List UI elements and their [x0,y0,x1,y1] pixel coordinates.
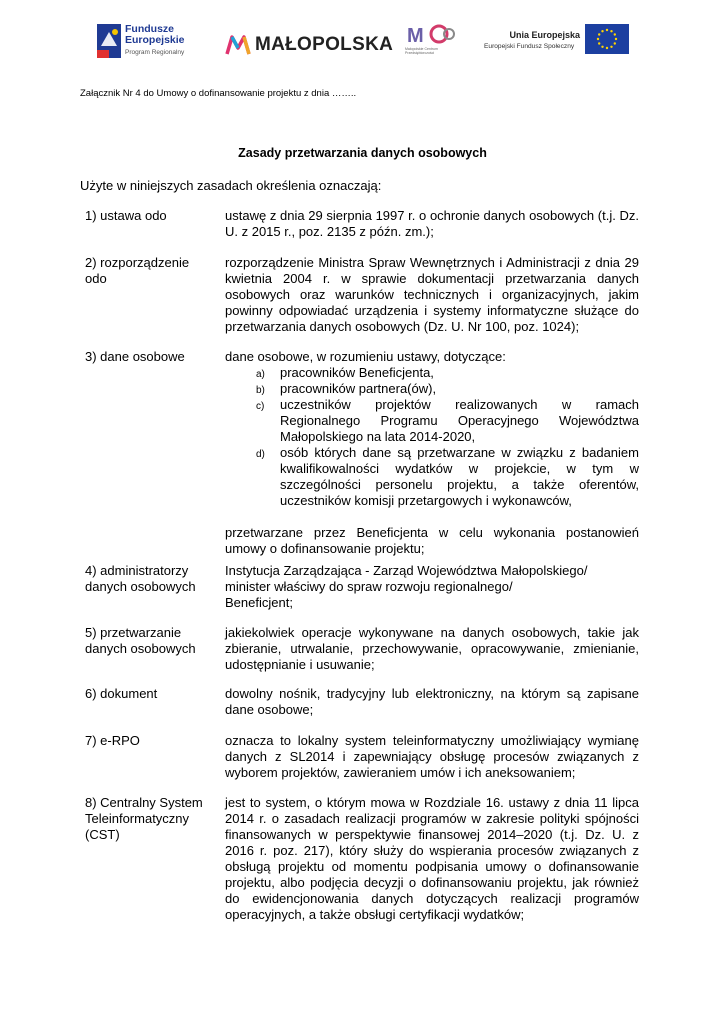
header-logos [0,18,725,68]
definition-text: Instytucja Zarządzająca - Zarząd Województwa Małopolskiego/ minister właściwy do spraw rozwoju regionalnego/ Beneficjent; [225,563,588,610]
definition-text: ustawę z dnia 29 sierpnia 1997 r. o ochronie danych osobowych (t.j. Dz. U. z 2015 r., poz. 2135 z późn. zm.); [225,208,639,239]
definition-term: 2) rozporządzenie odo [85,255,190,286]
intro-text: Użyte w niniejszych zasadach określenia oznaczają: [80,178,382,193]
definition-term: 4) administratorzy danych osobowych [85,563,196,594]
svg-text:M: M [407,25,424,46]
definition-text: rozporządzenie Ministra Spraw Wewnętrznych i Administracji z dnia 29 kwietnia 2004 r. w sprawie dokumentacji przetwarzania danych osobowych oraz warunków technicznych i organizacyjnych, jakim powinny odpowiadać urządzenia i systemy informatyczne służące do przetwarzania danych osobowych (Dz. U. Nr 100, poz. 1024); [225,255,639,334]
mcp-logo-subtext: Małopolskie Centrum Przedsiębiorczości [405,47,438,55]
document-title: Zasady przetwarzania danych osobowych [238,146,487,160]
fe-logo-subtext: Program Regionalny [125,49,185,56]
ue-logo-title: Unia Europejska [509,30,580,40]
fe-logo-text: Fundusze Europejskie [125,23,185,46]
mcp-logo [405,22,460,72]
malopolska-m-icon [225,34,251,56]
definition-text: dowolny nośnik, tradycyjny lub elektroniczny, na którym są zapisane dane osobowe; [225,686,639,717]
definition-term: 8) Centralny System Teleinformatyczny (CST) [85,795,203,842]
definition-term: 5) przetwarzanie danych osobowych [85,625,196,656]
definition-term: 1) ustawa odo [85,208,167,223]
list-item: a) pracowników Beneficjenta, [256,365,434,380]
annex-reference: Załącznik Nr 4 do Umowy o dofinansowanie projektu z dnia …….. [80,88,357,99]
list-item: b) pracowników partnera(ów), [256,381,437,396]
definition-term: 6) dokument [85,686,158,701]
definition-text: jakiekolwiek operacje wykonywane na danych osobowych, takie jak zbieranie, utrwalanie, przechowywanie, opracowywanie, zmienianie, udostępnianie i usuwanie; [225,625,639,672]
definition-term: 7) e-RPO [85,733,140,748]
personal-data-categories [225,365,639,509]
definition-text: jest to system, o którym mowa w Rozdziale 16. ustawy z dnia 11 lipca 2014 r. o zasadach realizacji programów w zakresie polityki spójności finansowanych w perspektywie finansowej 2014–2020 (t.j. Dz. U. z 2016 r. poz. 217), który służy do wspierania procesów związanych z obsługą projektu od momentu podpisania umowy o dofinansowanie projektu, albo podjęcia decyzji o dofinansowaniu projektu, jak również do ewidencjonowania danych dotyczących realizacji programów operacyjnych, a także obsługi certyfikacji wydatków; [225,795,639,922]
fe-emblem-icon [95,22,123,62]
definition-text: oznacza to lokalny system teleinformatyczny umożliwiający wymianę danych z SL2014 i zapewniający obsługę procesów związanych z wyborem projektów, zawieraniem umów i ich aneksowaniem; [225,733,639,780]
definition-term: 3) dane osobowe [85,349,185,364]
eu-flag-icon [585,24,629,54]
malopolska-wordmark: MAŁOPOLSKA [255,34,394,55]
definition-lead: dane osobowe, w rozumieniu ustawy, dotyczące: [225,349,506,364]
definition-text [225,349,639,557]
mcp-mark-icon [405,22,455,46]
ue-logo-subtitle: Europejski Fundusz Społeczny [484,43,575,50]
definition-tail: przetwarzane przez Beneficjenta w celu wykonania postanowień umowy o dofinansowanie projektu; [225,525,639,556]
fundusze-europejskie-logo [95,18,205,66]
list-item: d) osób których dane są przetwarzane w związku z badaniem kwalifikowalności wydatków w projekcie, w tym w szczególności personelu projektu, a także oferentów, uczestników komisji przetargowych i wykonawców, [256,445,639,508]
list-item: c) uczestników projektów realizowanych w ramach Regionalnego Programu Operacyjnego Województwa Małopolskiego na lata 2014-2020, [256,397,639,444]
